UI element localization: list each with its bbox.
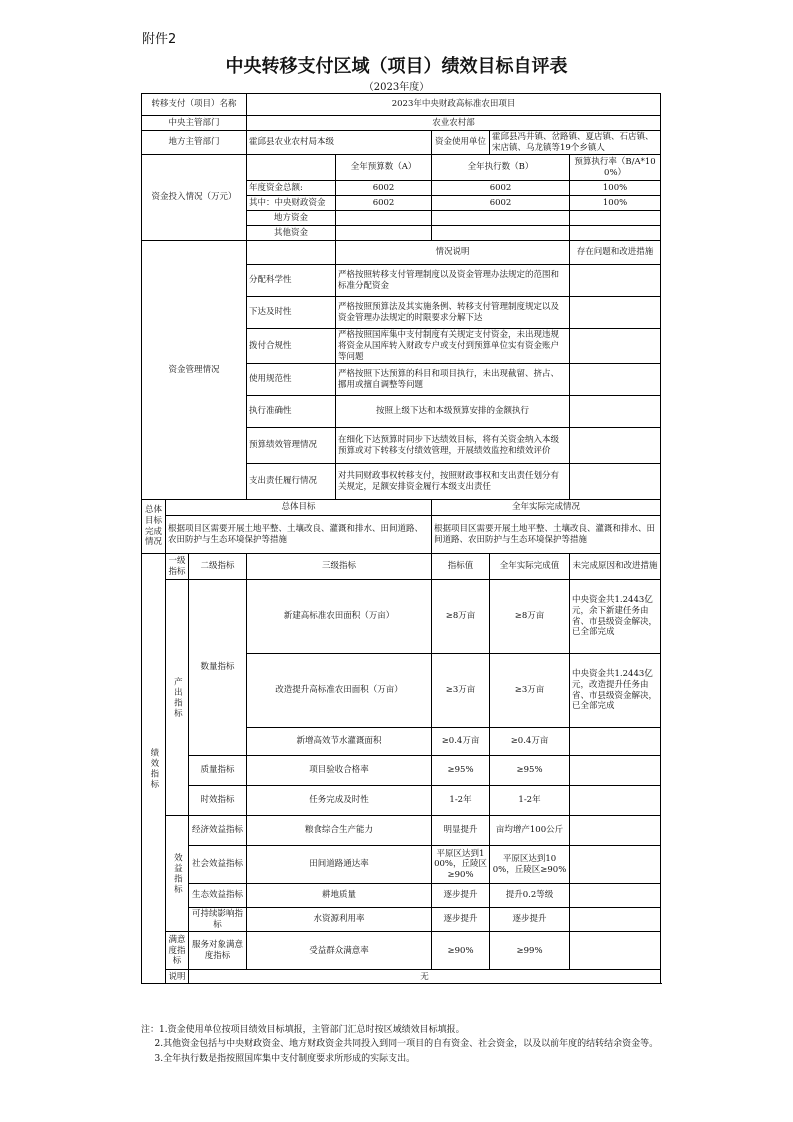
overall-col-goal: 总体目标 (166, 500, 432, 516)
funds-col-exec: 全年执行数（B） (432, 155, 570, 181)
attachment-label: 附件2 (142, 32, 177, 47)
funds-row-rate (570, 226, 661, 241)
header-l2: 二级指标 (189, 554, 247, 580)
indicator-name: 受益群众满意率 (247, 932, 432, 970)
indicator-target: 明显提升 (432, 816, 490, 846)
remark-value: 无 (189, 970, 661, 984)
project-name-label: 转移支付（项目）名称 (142, 94, 247, 116)
funds-row-budget (336, 211, 432, 226)
satisfaction-indicator-label: 满意度指标 (166, 932, 189, 970)
management-row-label: 拨付合规性 (247, 329, 336, 364)
project-name-value: 2023年中央财政高标准农田项目 (247, 94, 661, 116)
benefit-l2: 可持续影响指标 (189, 908, 247, 932)
overall-done: 根据项目区需要开展土地平整、土壤改良、灌溉和排水、田间道路、农田防护与生态环境保护等措施 (432, 516, 661, 554)
indicator-name: 水资源利用率 (247, 908, 432, 932)
management-row-desc: 严格按照预算法及其实施条例、转移支付管理制度规定以及资金管理办法规定的时限要求分解下达 (336, 297, 570, 329)
performance-section-label: 绩效指标 (142, 554, 166, 984)
output-indicator-label: 产出指标 (166, 580, 189, 816)
evaluation-table (141, 93, 661, 984)
management-section-label: 资金管理情况 (142, 241, 247, 500)
local-dept-label: 地方主管部门 (142, 131, 247, 155)
indicator-reason (570, 728, 661, 756)
funds-row-label: 其他资金 (247, 226, 336, 241)
indicator-name: 改造提升高标准农田面积（万亩） (247, 654, 432, 728)
indicator-actual: ≥8万亩 (490, 580, 570, 654)
header-reason: 未完成原因和改进措施 (570, 554, 661, 580)
local-dept-value: 霍邱县农业农村局本级 (247, 131, 432, 155)
indicator-name: 新建高标准农田面积（万亩） (247, 580, 432, 654)
indicator-actual: 亩均增产100公斤 (490, 816, 570, 846)
funds-row-exec (432, 226, 570, 241)
indicator-name: 新增高效节水灌溉面积 (247, 728, 432, 756)
indicator-target: ≥8万亩 (432, 580, 490, 654)
indicator-actual: 提升0.2等级 (490, 884, 570, 908)
management-row-label: 支出责任履行情况 (247, 464, 336, 500)
funds-row-label: 其中：中央财政资金 (247, 196, 336, 211)
indicator-name: 粮食综合生产能力 (247, 816, 432, 846)
management-row-label: 下达及时性 (247, 297, 336, 329)
indicator-reason: 中央资金共1.2443亿元，余下新建任务由省、市县级资金解决，已全部完成 (570, 580, 661, 654)
fund-unit-value: 霍邱县冯井镇、岔路镇、夏店镇、石店镇、宋店镇、乌龙镇等19个乡镇人 (490, 131, 661, 155)
funds-section-label: 资金投入情况（万元） (142, 155, 247, 241)
funds-row-rate: 100% (570, 181, 661, 196)
overall-section-label: 总体目标完成情况 (142, 500, 166, 554)
fund-unit-label: 资金使用单位 (432, 131, 490, 155)
funds-row-exec (432, 211, 570, 226)
funds-row-label: 年度资金总额: (247, 181, 336, 196)
overall-col-done: 全年实际完成情况 (432, 500, 661, 516)
benefit-l2: 生态效益指标 (189, 884, 247, 908)
indicator-actual: ≥0.4万亩 (490, 728, 570, 756)
quantity-indicator-label: 数量指标 (189, 580, 247, 756)
indicator-name: 项目验收合格率 (247, 756, 432, 786)
header-actual: 全年实际完成值 (490, 554, 570, 580)
indicator-reason: 中央资金共1.2443亿元，改造提升任务由省、市县级资金解决，已全部完成 (570, 654, 661, 728)
header-l1: 一级指标 (166, 554, 189, 580)
footnotes (141, 1023, 661, 1066)
indicator-target: ≥90% (432, 932, 490, 970)
indicator-target: 逐步提升 (432, 908, 490, 932)
footnote-2: 2.其他资金包括与中央财政资金、地方财政资金共同投入到同一项目的自有资金、社会资金，以及以前年度的结转结余资金等。 (154, 1039, 659, 1050)
benefit-indicator-label: 效益指标 (166, 816, 189, 932)
management-row-desc: 严格按照下达预算的科目和项目执行，未出现截留、挤占、挪用或擅自调整等问题 (336, 364, 570, 396)
remark-label: 说明 (166, 970, 189, 984)
management-col-desc: 情况说明 (336, 241, 570, 265)
timeliness-indicator-label: 时效指标 (189, 786, 247, 816)
indicator-actual: ≥3万亩 (490, 654, 570, 728)
funds-row-label: 地方资金 (247, 211, 336, 226)
management-row-desc: 按照上级下达和本级预算安排的金额执行 (336, 396, 570, 428)
funds-col-budget: 全年预算数（A） (336, 155, 432, 181)
management-row-desc: 严格按照转移支付管理制度以及资金管理办法规定的范围和标准分配资金 (336, 265, 570, 297)
indicator-name: 田间道路通达率 (247, 846, 432, 884)
indicator-reason (570, 932, 661, 970)
footnote-1: 注：1.资金使用单位按项目绩效目标填报，主管部门汇总时按区域绩效目标填报。 (141, 1025, 465, 1035)
management-row-desc: 严格按照国库集中支付制度有关规定支付资金，未出现违规将资金从国库转入财政专户或支付到预算单位实有资金账户等问题 (336, 329, 570, 364)
indicator-name: 任务完成及时性 (247, 786, 432, 816)
header-target: 指标值 (432, 554, 490, 580)
indicator-target: 平原区达到100%，丘陵区≥90% (432, 846, 490, 884)
funds-row-exec: 6002 (432, 196, 570, 211)
year-label: （2023年度） (363, 82, 430, 93)
central-dept-value: 农业农村部 (247, 116, 661, 131)
management-row-label: 分配科学性 (247, 265, 336, 297)
indicator-target: ≥95% (432, 756, 490, 786)
indicator-reason (570, 786, 661, 816)
funds-row-exec: 6002 (432, 181, 570, 196)
quality-indicator-label: 质量指标 (189, 756, 247, 786)
indicator-reason (570, 908, 661, 932)
indicator-reason (570, 756, 661, 786)
indicator-reason (570, 884, 661, 908)
benefit-l2: 经济效益指标 (189, 816, 247, 846)
funds-row-budget (336, 226, 432, 241)
page-title: 中央转移支付区域（项目）绩效目标自评表 (225, 56, 568, 77)
management-row-label: 使用规范性 (247, 364, 336, 396)
funds-row-budget: 6002 (336, 181, 432, 196)
funds-row-budget: 6002 (336, 196, 432, 211)
header-l3: 三级指标 (247, 554, 432, 580)
management-row-label: 执行准确性 (247, 396, 336, 428)
overall-goal: 根据项目区需要开展土地平整、土壤改良、灌溉和排水、田间道路、农田防护与生态环境保护等措施 (166, 516, 432, 554)
indicator-actual: 1-2年 (490, 786, 570, 816)
management-row-desc: 在细化下达预算时同步下达绩效目标，将有关资金纳入本级预算或对下转移支付绩效管理，开展绩效监控和绩效评价 (336, 428, 570, 464)
management-col-issue: 存在问题和改进措施 (570, 241, 661, 265)
management-row-desc: 对共同财政事权转移支付，按照财政事权和支出责任划分有关规定，足额安排资金履行本级支出责任 (336, 464, 570, 500)
indicator-reason (570, 846, 661, 884)
indicator-target: ≥0.4万亩 (432, 728, 490, 756)
indicator-target: ≥3万亩 (432, 654, 490, 728)
management-row-label: 预算绩效管理情况 (247, 428, 336, 464)
satisfaction-l2: 服务对象满意度指标 (189, 932, 247, 970)
footnote-3: 3.全年执行数是指按照国库集中支付制度要求所形成的实际支出。 (154, 1053, 416, 1064)
indicator-actual: ≥99% (490, 932, 570, 970)
indicator-actual: 平原区达到100%，丘陵区≥90% (490, 846, 570, 884)
indicator-actual: ≥95% (490, 756, 570, 786)
funds-col-rate: 预算执行率（B/A*100%） (570, 155, 661, 181)
central-dept-label: 中央主管部门 (142, 116, 247, 131)
funds-row-rate (570, 211, 661, 226)
benefit-l2: 社会效益指标 (189, 846, 247, 884)
indicator-reason (570, 816, 661, 846)
indicator-name: 耕地质量 (247, 884, 432, 908)
indicator-target: 逐步提升 (432, 884, 490, 908)
funds-row-rate: 100% (570, 196, 661, 211)
indicator-target: 1-2年 (432, 786, 490, 816)
indicator-actual: 逐步提升 (490, 908, 570, 932)
